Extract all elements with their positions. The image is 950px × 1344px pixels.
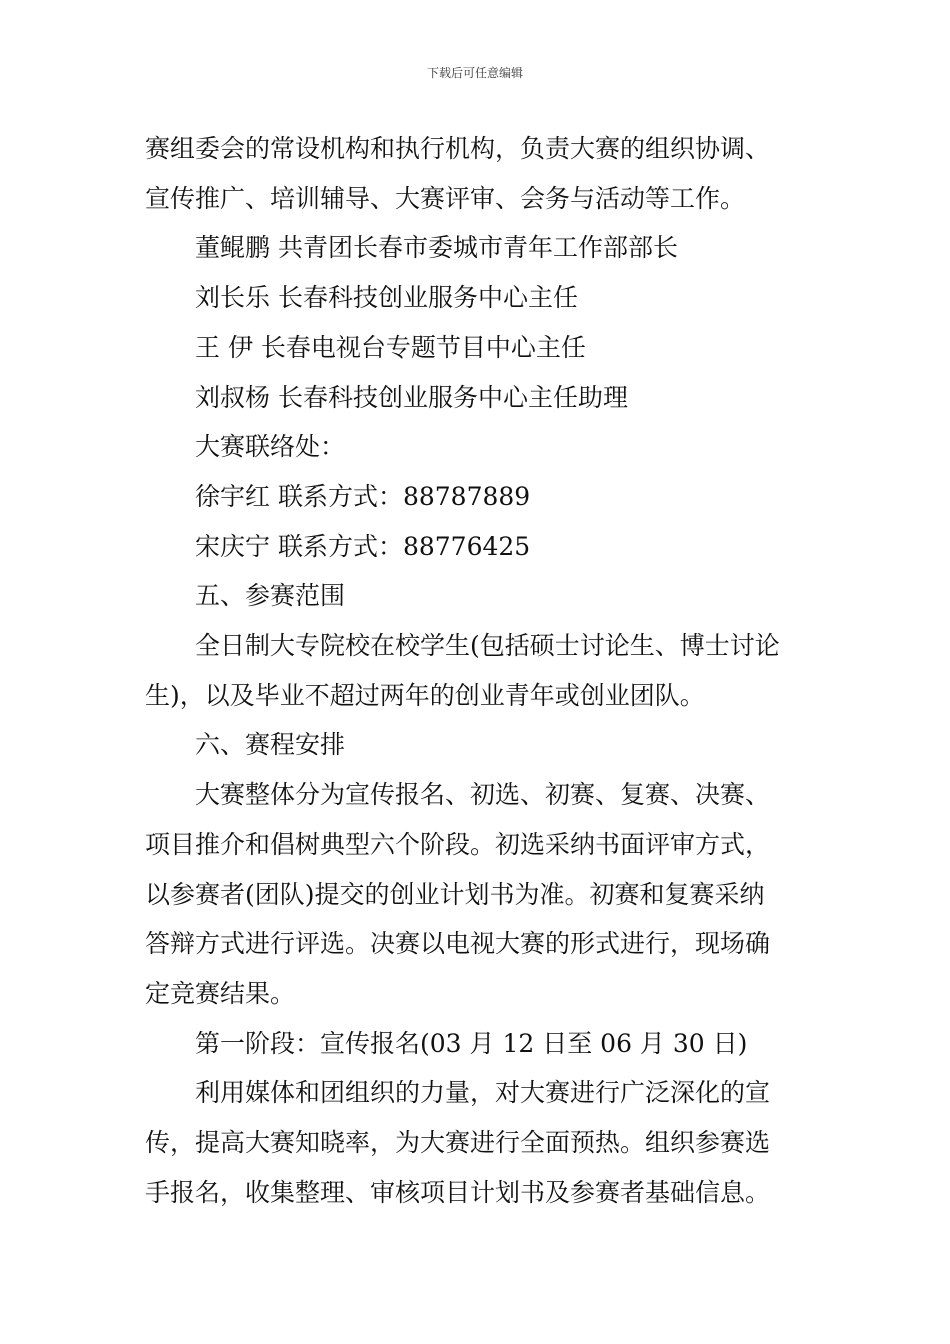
text-line-7: 大赛联络处：	[195, 432, 346, 462]
page-header: 下载后可任意编辑	[426, 66, 523, 80]
text-line-20: 利用媒体和团组织的力量，对大赛进行广泛深化的宣	[195, 1078, 771, 1108]
stage-heading-1: 第一阶段：宣传报名(03 月 12 日至 06 月 30 日)	[195, 1028, 748, 1058]
text-line-9: 宋庆宁 联系方式：88776425	[195, 531, 531, 561]
text-line-8: 徐宇红 联系方式：88787889	[195, 481, 531, 511]
text-line-2: 宣传推广、培训辅导、大赛评审、会务与活动等工作。	[145, 183, 746, 213]
text-line-3: 董鲲鹏 共青团长春市委城市青年工作部部长	[195, 233, 678, 263]
text-line-17: 答辩方式进行评选。决赛以电视大赛的形式进行，现场确	[145, 929, 771, 959]
section-heading-schedule: 六、赛程安排	[195, 730, 346, 760]
text-line-21: 传，提高大赛知晓率，为大赛进行全面预热。组织参赛选	[145, 1128, 771, 1158]
text-line-1: 赛组委会的常设机构和执行机构，负责大赛的组织协调、	[145, 134, 771, 163]
document-body	[145, 124, 810, 1217]
text-line-15: 项目推介和倡树典型六个阶段。初选采纳书面评审方式，	[145, 829, 771, 859]
text-line-22: 手报名，收集整理、审核项目计划书及参赛者基础信息。	[145, 1177, 771, 1207]
text-line-6: 刘叔杨 长春科技创业服务中心主任助理	[195, 382, 628, 412]
text-line-4: 刘长乐 长春科技创业服务中心主任	[195, 283, 578, 313]
text-line-12: 生)，以及毕业不超过两年的创业青年或创业团队。	[145, 680, 705, 710]
section-heading-scope: 五、参赛范围	[195, 581, 346, 611]
text-line-5: 王 伊 长春电视台专题节目中心主任	[195, 332, 586, 362]
text-line-18: 定竞赛结果。	[145, 978, 296, 1008]
text-line-14: 大赛整体分为宣传报名、初选、初赛、复赛、决赛、	[195, 780, 771, 810]
text-line-11: 全日制大专院校在校学生(包括硕士讨论生、博士讨论	[195, 631, 780, 661]
text-line-16: 以参赛者(团队)提交的创业计划书为准。初赛和复赛采纳	[145, 879, 765, 909]
